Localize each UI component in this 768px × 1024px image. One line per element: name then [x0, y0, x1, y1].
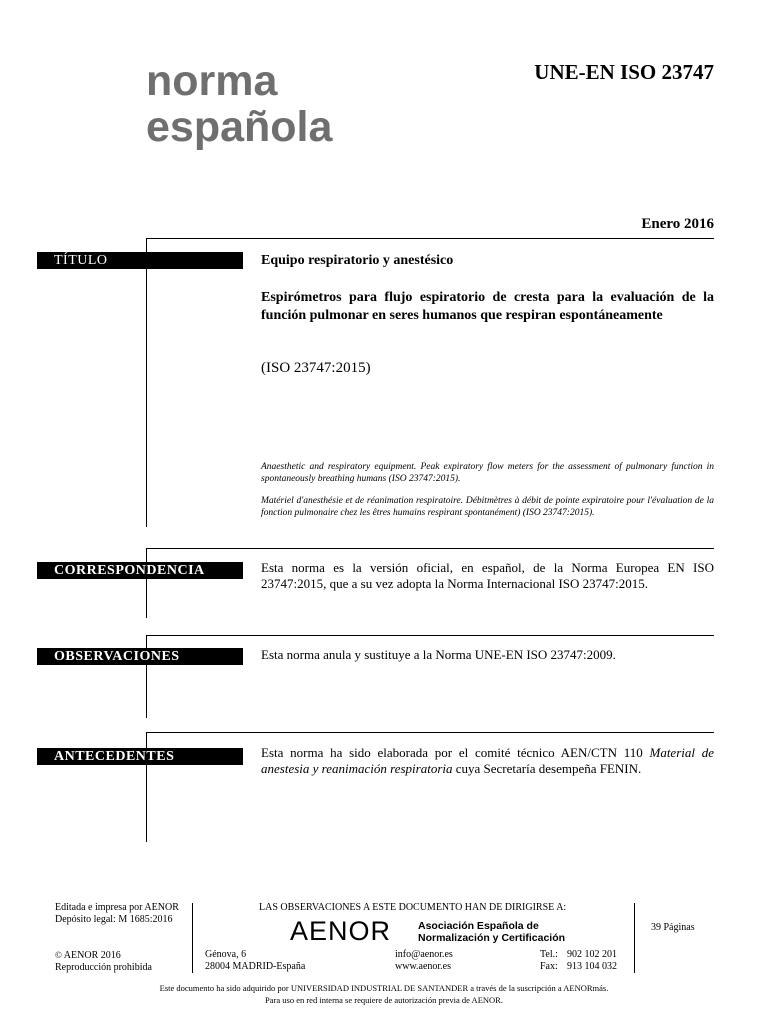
legal-deposit: Depósito legal: M 1685:2016	[55, 914, 173, 925]
antecedentes-text-before: Esta norma ha sido elaborada por el comité técnico AEN/CTN 110	[261, 745, 650, 760]
antecedentes-text	[261, 745, 714, 777]
website-link[interactable]: www.aenor.es	[395, 961, 452, 972]
title-main: Equipo respiratorio y anestésico	[261, 253, 454, 268]
copyright-icon: ©	[55, 950, 62, 960]
aenor-name-line-1: Asociación Española de	[418, 920, 539, 932]
address-line-1: Génova, 6	[205, 949, 247, 960]
observaciones-text: Esta norma anula y sustituye a la Norma UNE-EN ISO 23747:2009.	[261, 647, 616, 662]
edited-by: Editada e impresa por AENOR	[55, 902, 179, 913]
copyright-block	[55, 949, 152, 974]
section-label-correspondencia: CORRESPONDENCIA	[37, 562, 243, 579]
email-link[interactable]: info@aenor.es	[395, 949, 453, 960]
license-notice	[0, 982, 768, 1006]
phone-block	[540, 949, 617, 973]
brand-wordmark	[146, 58, 332, 150]
aenor-full-name	[418, 920, 565, 944]
publication-date: Enero 2016	[641, 216, 714, 232]
contact-block	[395, 949, 453, 973]
copyright-text: AENOR 2016	[63, 950, 121, 961]
section-label-observaciones: OBSERVACIONES	[37, 648, 243, 665]
address-line-2: 28004 MADRID-España	[205, 961, 306, 972]
page-count: 39 Páginas	[651, 922, 695, 933]
standard-code: UNE-EN ISO 23747	[534, 60, 714, 84]
section-rule-titulo	[146, 238, 147, 527]
aenor-name-line-2: Normalización y Certificación	[418, 932, 566, 944]
section-divider-antecedentes	[146, 732, 714, 733]
license-line-2: Para uso en red interna se requiere de autorización previa de AENOR.	[265, 995, 503, 1005]
footer-rule-right	[634, 903, 635, 973]
section-divider-observaciones	[146, 635, 714, 636]
fax-label: Fax:	[540, 961, 558, 972]
publisher-info	[55, 902, 179, 926]
footer-rule-left	[192, 903, 193, 973]
antecedentes-text-after: cuya Secretaría desempeña FENIN.	[452, 761, 642, 776]
section-divider-correspondencia	[146, 548, 714, 549]
title-subtitle: Espirómetros para flujo espiratorio de cresta para la evaluación de la función pulmonar en seres humanos que respiran espontáneamente	[261, 290, 714, 323]
title-english: Anaesthetic and respiratory equipment. Peak expiratory flow meters for the assessment of pulmonary function in spontaneously breathing humans (ISO 23747:2015).	[261, 462, 714, 484]
title-iso-reference: (ISO 23747:2015)	[261, 360, 371, 376]
committee-name: Material de anestesia y reanimación respiratoria	[261, 745, 714, 776]
address-block	[205, 949, 305, 973]
correspondencia-text: Esta norma es la versión oficial, en español, de la Norma Europea EN ISO 23747:2015, que a su vez adopta la Norma Internacional ISO 23747:2015.	[261, 560, 714, 591]
reproduction-notice: Reproducción prohibida	[55, 962, 152, 973]
brand-line-1: norma	[146, 57, 278, 105]
title-french: Matériel d'anesthésie et de réanimation respiratoire. Débitmètres à débit de pointe expiratoire pour l'évaluation de la fonction pulmonaire chez les êtres humains respirant spontanément) (ISO 23747:2015).	[261, 496, 714, 518]
tel-number: 902 102 201	[567, 949, 617, 960]
fax-row	[540, 961, 617, 973]
section-rule-correspondencia	[146, 548, 147, 618]
section-label-antecedentes: ANTECEDENTES	[37, 748, 243, 765]
observations-notice: LAS OBSERVACIONES A ESTE DOCUMENTO HAN DE DIRIGIRSE A:	[259, 902, 567, 913]
fax-number: 913 104 032	[567, 961, 617, 972]
brand-line-2: española	[146, 103, 333, 151]
license-line-1: Este documento ha sido adquirido por UNIVERSIDAD INDUSTRIAL DE SANTANDER a través de la suscripción a AENORmás.	[159, 983, 609, 993]
section-label-titulo: TÍTULO	[37, 252, 243, 269]
aenor-logo: AENOR	[290, 916, 392, 946]
tel-row	[540, 949, 617, 961]
copyright-line	[55, 949, 152, 962]
section-divider-titulo	[146, 238, 714, 239]
tel-label: Tel.:	[540, 949, 558, 960]
